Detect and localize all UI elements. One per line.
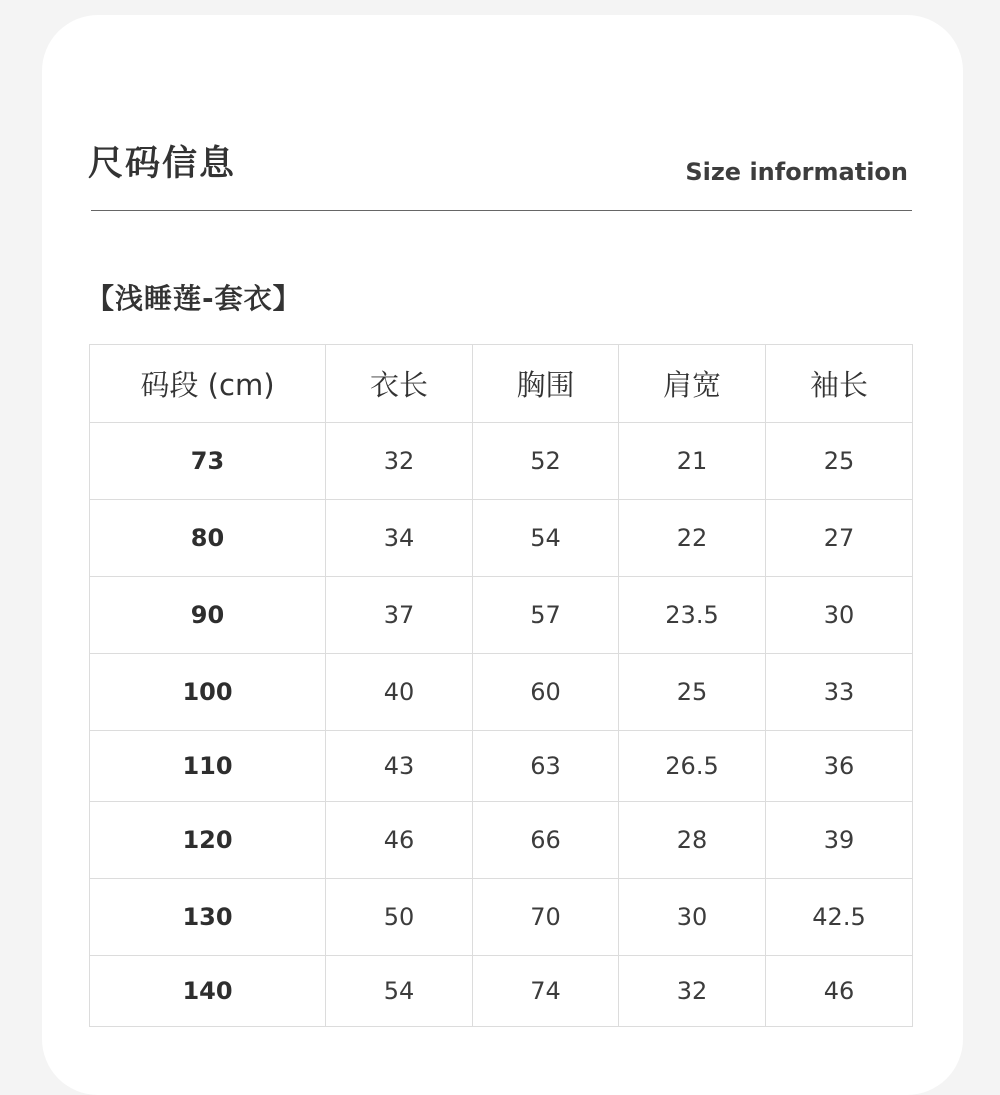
size-cell: 73 [90, 423, 326, 500]
sleeve-cell: 27 [766, 500, 913, 577]
column-header-length: 衣长 [326, 345, 473, 423]
chest-cell: 66 [473, 802, 619, 879]
size-cell: 130 [90, 879, 326, 956]
chest-cell: 70 [473, 879, 619, 956]
table-row [90, 879, 913, 956]
page-title: 尺码信息 [88, 144, 237, 184]
chest-cell: 52 [473, 423, 619, 500]
shoulder-cell: 22 [619, 500, 766, 577]
sleeve-cell: 39 [766, 802, 913, 879]
table-header-row [90, 345, 913, 423]
length-cell: 50 [326, 879, 473, 956]
chest-cell: 74 [473, 956, 619, 1027]
table-row [90, 500, 913, 577]
table-row [90, 956, 913, 1027]
sleeve-cell: 33 [766, 654, 913, 731]
size-cell: 80 [90, 500, 326, 577]
shoulder-cell: 28 [619, 802, 766, 879]
length-cell: 43 [326, 731, 473, 802]
size-cell: 90 [90, 577, 326, 654]
shoulder-cell: 25 [619, 654, 766, 731]
length-cell: 37 [326, 577, 473, 654]
sleeve-cell: 42.5 [766, 879, 913, 956]
sleeve-cell: 46 [766, 956, 913, 1027]
length-cell: 34 [326, 500, 473, 577]
size-cell: 110 [90, 731, 326, 802]
table-row [90, 423, 913, 500]
size-cell: 140 [90, 956, 326, 1027]
length-cell: 54 [326, 956, 473, 1027]
sleeve-cell: 25 [766, 423, 913, 500]
header-divider [91, 210, 912, 211]
size-table [89, 344, 913, 1027]
chest-cell: 63 [473, 731, 619, 802]
column-header-sleeve: 袖长 [766, 345, 913, 423]
sleeve-cell: 36 [766, 731, 913, 802]
table-row [90, 731, 913, 802]
table-row [90, 802, 913, 879]
table-row [90, 577, 913, 654]
column-header-size: 码段 (cm) [90, 345, 326, 423]
product-title: 【浅睡莲-套衣】 [86, 282, 302, 315]
length-cell: 46 [326, 802, 473, 879]
size-cell: 100 [90, 654, 326, 731]
chest-cell: 57 [473, 577, 619, 654]
chest-cell: 54 [473, 500, 619, 577]
shoulder-cell: 32 [619, 956, 766, 1027]
sleeve-cell: 30 [766, 577, 913, 654]
column-header-shoulder: 肩宽 [619, 345, 766, 423]
column-header-chest: 胸围 [473, 345, 619, 423]
shoulder-cell: 23.5 [619, 577, 766, 654]
length-cell: 40 [326, 654, 473, 731]
page-subtitle: Size information [685, 158, 908, 186]
shoulder-cell: 26.5 [619, 731, 766, 802]
size-cell: 120 [90, 802, 326, 879]
table-row [90, 654, 913, 731]
chest-cell: 60 [473, 654, 619, 731]
shoulder-cell: 30 [619, 879, 766, 956]
length-cell: 32 [326, 423, 473, 500]
shoulder-cell: 21 [619, 423, 766, 500]
